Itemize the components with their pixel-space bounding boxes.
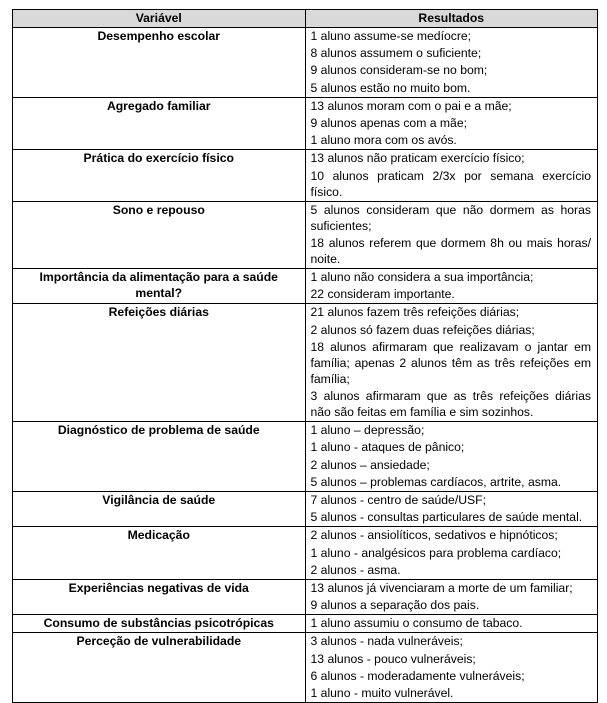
table-row — [13, 28, 598, 98]
result-line: 8 alunos assumem o suficiente; — [310, 46, 482, 61]
table-row — [13, 633, 598, 703]
results-cell — [305, 97, 598, 150]
result-line: 1 aluno assume-se medíocre; — [310, 29, 472, 43]
result-line: 1 aluno assumiu o consumo de tabaco. — [310, 616, 523, 631]
results-cell — [305, 527, 598, 580]
result-line: 1 aluno - ataques de pânico; — [310, 440, 465, 455]
table-row — [13, 269, 598, 304]
variable-cell: Vigilância de saúde — [13, 491, 306, 526]
table-body — [13, 28, 598, 703]
result-line: 22 consideram importante. — [310, 287, 455, 302]
result-line: 3 alunos - nada vulneráveis; — [310, 634, 463, 649]
results-cell — [305, 269, 598, 304]
results-cell — [305, 150, 598, 201]
results-table — [12, 9, 598, 703]
result-line: 1 aluno mora com os avós. — [310, 133, 457, 148]
table-row — [13, 491, 598, 526]
result-line: 13 alunos - pouco vulneráveis; — [310, 651, 476, 666]
result-line: 1 aluno - muito vulnerável. — [310, 686, 454, 700]
result-line: 9 alunos apenas com a mãe; — [310, 115, 468, 130]
variable-cell: Desempenho escolar — [13, 28, 306, 98]
result-line: 1 aluno não considera a sua importância; — [310, 270, 534, 285]
table-row — [13, 304, 598, 422]
variable-cell: Diagnóstico de problema de saúde — [13, 422, 306, 492]
result-line: 5 alunos consideram que não dormem as horas suficientes; — [310, 202, 591, 233]
results-cell — [305, 201, 598, 268]
table-row — [13, 615, 598, 633]
variable-cell: Medicação — [13, 527, 306, 580]
result-line: 2 alunos – ansiedade; — [310, 457, 430, 472]
result-line: 2 alunos - asma. — [310, 562, 401, 577]
variable-cell: Prática do exercício físico — [13, 150, 306, 201]
variable-cell: Refeições diárias — [13, 304, 306, 422]
result-line: 2 alunos - ansiolíticos, sedativos e hipnóticos; — [310, 528, 558, 543]
results-cell — [305, 422, 598, 492]
result-line: 5 alunos – problemas cardíacos, artrite, asma. — [310, 474, 562, 489]
result-line: 1 aluno - analgésicos para problema cardíaco; — [310, 545, 562, 560]
results-cell — [305, 304, 598, 422]
result-line: 18 alunos afirmaram que realizavam o jantar em família; apenas 2 alunos têm as três refeições em família; — [310, 339, 591, 386]
result-line: 6 alunos - moderadamente vulneráveis; — [310, 668, 525, 683]
result-line: 3 alunos afirmaram que as três refeições diárias não são feitas em família e sim sozinhos. — [310, 389, 591, 419]
result-line: 9 alunos consideram-se no bom; — [310, 63, 488, 78]
results-cell — [305, 491, 598, 526]
variable-cell: Experiências negativas de vida — [13, 579, 306, 614]
result-line: 5 alunos - consultas particulares de saúde mental. — [310, 510, 583, 525]
table-row — [13, 150, 598, 201]
result-line: 13 alunos já vivenciaram a morte de um familiar; — [310, 580, 573, 595]
results-cell — [305, 633, 598, 703]
table-row — [13, 201, 598, 268]
table-header-row — [13, 10, 598, 28]
result-line: 2 alunos só fazem duas refeições diárias; — [310, 322, 535, 337]
variable-cell: Perceção de vulnerabilidade — [13, 633, 306, 703]
result-line: 7 alunos - centro de saúde/USF; — [310, 492, 486, 507]
header-variable: Variável — [13, 10, 306, 28]
variable-cell: Consumo de substâncias psicotrópicas — [13, 615, 306, 633]
table-row — [13, 579, 598, 614]
result-line: 1 aluno – depressão; — [310, 423, 425, 438]
variable-cell: Importância da alimentação para a saúde mental? — [13, 269, 306, 304]
result-line: 5 alunos estão no muito bom. — [310, 80, 471, 95]
results-cell — [305, 579, 598, 614]
result-line: 13 alunos não praticam exercício físico; — [310, 151, 525, 166]
table-row — [13, 422, 598, 492]
results-cell — [305, 615, 598, 633]
table-row — [13, 527, 598, 580]
table-row — [13, 97, 598, 150]
result-line: 18 alunos referem que dormem 8h ou mais horas/ noite. — [310, 235, 591, 266]
result-line: 13 alunos moram com o pai e a mãe; — [310, 98, 512, 113]
variable-cell: Sono e repouso — [13, 201, 306, 268]
results-cell — [305, 28, 598, 98]
result-line: 10 alunos praticam 2/3x por semana exercício físico. — [310, 168, 591, 199]
header-results: Resultados — [305, 10, 598, 28]
result-line: 9 alunos a separação dos pais. — [310, 598, 480, 613]
variable-cell: Agregado familiar — [13, 97, 306, 150]
result-line: 21 alunos fazem três refeições diárias; — [310, 305, 520, 320]
